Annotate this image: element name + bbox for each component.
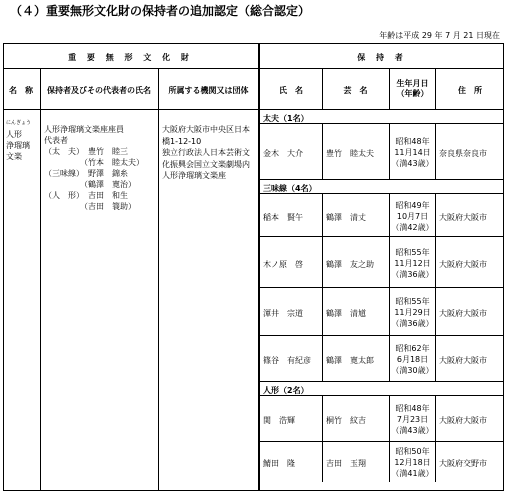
rule-row-col bbox=[322, 396, 323, 442]
holder-name: 篠谷 有紀彦 bbox=[263, 356, 311, 365]
holder-birth-line: 昭和50年 bbox=[395, 447, 430, 456]
header-address: 住 所 bbox=[458, 86, 482, 95]
rule-row-col bbox=[322, 124, 323, 180]
rule-col-1 bbox=[40, 69, 41, 491]
category-label: 人形（2名） bbox=[260, 382, 504, 396]
holder-birth bbox=[390, 200, 435, 233]
rule-row-col bbox=[435, 194, 436, 237]
org-line: 大阪府大阪市中央区日本 bbox=[162, 125, 250, 134]
holder-art-name: 桐竹 紋吉 bbox=[326, 416, 366, 425]
holder-name: 稲本 賢午 bbox=[263, 212, 303, 222]
rule-col-5 bbox=[389, 69, 390, 110]
holder-art-name: 吉田 玉翔 bbox=[326, 459, 366, 468]
holder-birth-line: 昭和55年 bbox=[395, 247, 430, 257]
rule-row-col bbox=[322, 194, 323, 237]
rule-row-col bbox=[322, 336, 323, 382]
holder-birth bbox=[390, 247, 435, 280]
holder-birth-line: 6月18日 bbox=[396, 355, 429, 364]
header-person-name: 氏 名 bbox=[279, 86, 303, 95]
age-note: 年齢は平成 29 年 7 月 21 日現在 bbox=[379, 31, 500, 40]
holder-birth-line: （満43歳） bbox=[391, 426, 434, 435]
holder-address: 大阪府大阪市 bbox=[439, 309, 487, 318]
property-name-line: 文楽 bbox=[6, 152, 22, 161]
category-label: 三味線（4名） bbox=[260, 180, 504, 194]
holder-birth-line: （満41歳） bbox=[391, 469, 434, 478]
rule-row-col bbox=[322, 237, 323, 288]
header-art-name: 芸 名 bbox=[343, 86, 368, 95]
holder-birth-line: （満36歳） bbox=[391, 269, 434, 279]
holder-birth-line: （満30歳） bbox=[391, 366, 434, 375]
header-holder-rep: 保持者及びその代表者の氏名 bbox=[47, 86, 151, 95]
holder-address: 大阪府大阪市 bbox=[439, 416, 487, 425]
holder-rep-line: （人 形） 吉田 和生 bbox=[44, 191, 128, 200]
rule-row bbox=[260, 335, 504, 336]
holder-rep-line: （太 夫） 豊竹 睦三 bbox=[44, 147, 128, 156]
header-left-group: 重 要 無 形 文 化 財 bbox=[68, 53, 193, 62]
holder-name: 渾井 宗道 bbox=[263, 309, 303, 318]
header-org: 所属する機関又は団体 bbox=[168, 86, 249, 95]
header-birth-line2: （年齢） bbox=[396, 89, 429, 98]
holder-art-name: 鶴澤 清馗 bbox=[326, 309, 366, 318]
holder-birth-line: 11月12日 bbox=[394, 258, 431, 268]
rule-row-col bbox=[435, 288, 436, 336]
holder-birth bbox=[390, 296, 435, 329]
holder-birth-line: 昭和49年 bbox=[395, 200, 430, 210]
holder-birth-line: 昭和62年 bbox=[395, 344, 430, 353]
holder-birth-line: 12月18日 bbox=[394, 458, 431, 467]
holder-birth-line: 7月23日 bbox=[396, 415, 429, 424]
holder-rep-line: （吉田 簑助） bbox=[44, 202, 136, 211]
holder-birth-line: （満42歳） bbox=[391, 222, 434, 232]
rule-row-col bbox=[435, 237, 436, 288]
property-name bbox=[6, 118, 31, 162]
holder-name: 金木 大介 bbox=[263, 149, 303, 158]
header-birth bbox=[390, 79, 435, 99]
property-name-line: 浄瑠璃 bbox=[6, 141, 30, 150]
rule-col-6 bbox=[435, 69, 436, 110]
holder-address: 大阪府大阪市 bbox=[439, 259, 487, 269]
rule-row-col bbox=[322, 442, 323, 482]
header-right-group: 保 持 者 bbox=[357, 53, 407, 62]
holder-name: 関 浩輝 bbox=[263, 416, 295, 425]
rule-col-2 bbox=[158, 69, 159, 491]
holder-address: 大阪府大阪市 bbox=[439, 356, 487, 365]
rule-col-4 bbox=[322, 69, 323, 110]
holder-art-name: 鶴澤 寛太郎 bbox=[326, 356, 374, 365]
rule-header-top bbox=[3, 68, 504, 69]
holder-address: 大阪府大阪市 bbox=[439, 212, 487, 222]
holder-art-name: 鶴澤 友之助 bbox=[326, 259, 374, 269]
org-line: 人形浄瑠璃文楽座 bbox=[162, 171, 226, 180]
header-name: 名 称 bbox=[9, 86, 33, 95]
holder-birth bbox=[390, 446, 435, 479]
holder-birth-line: （満36歳） bbox=[391, 319, 434, 328]
holder-birth-line: （満43歳） bbox=[391, 159, 434, 168]
rule-row-col bbox=[435, 336, 436, 382]
holder-address: 大阪府交野市 bbox=[439, 459, 487, 468]
rule-row bbox=[260, 236, 504, 237]
holder-rep-line: 代表者 bbox=[44, 136, 68, 145]
header-birth-line1: 生年月日 bbox=[396, 79, 429, 88]
rule-row-col bbox=[435, 442, 436, 482]
org-line: 化振興会国立文楽劇場内 bbox=[162, 159, 250, 169]
holder-birth-line: 昭和48年 bbox=[395, 404, 430, 413]
rule-row-col bbox=[322, 288, 323, 336]
holder-art-name: 鶴澤 清丈 bbox=[326, 212, 366, 222]
rule-row-col bbox=[435, 396, 436, 442]
holder-birth bbox=[390, 343, 435, 376]
holder-representatives bbox=[44, 124, 144, 212]
holder-name: 鯖田 隆 bbox=[263, 459, 295, 468]
holder-birth-line: 昭和48年 bbox=[395, 137, 430, 146]
holder-birth bbox=[390, 403, 435, 436]
holder-birth bbox=[390, 136, 435, 169]
category-label: 太夫（1名） bbox=[260, 110, 504, 124]
holder-birth-line: 11月29日 bbox=[394, 308, 431, 317]
organization bbox=[162, 124, 250, 182]
property-name-ruby: にんぎょう bbox=[6, 120, 32, 126]
holder-birth-line: 11月14日 bbox=[394, 148, 431, 157]
holder-name: 木ノ原 啓 bbox=[263, 259, 303, 269]
org-line: 独立行政法人日本芸術文 bbox=[162, 148, 250, 157]
holder-birth-line: 10月7日 bbox=[396, 211, 429, 221]
document-title: （４）重要無形文化財の保持者の追加認定（総合認定） bbox=[10, 4, 311, 18]
org-line: 橋1-12-10 bbox=[162, 136, 202, 146]
property-name-line: 人形 bbox=[6, 130, 22, 139]
holder-rep-line: （三味線） 野澤 錦糸 bbox=[44, 169, 128, 178]
holder-birth-line: 昭和55年 bbox=[395, 297, 430, 306]
rule-row bbox=[260, 287, 504, 288]
rule-row-col bbox=[435, 124, 436, 180]
rule-row bbox=[260, 441, 504, 442]
holder-address: 奈良県奈良市 bbox=[439, 149, 487, 158]
holder-rep-line: （鶴澤 寛治） bbox=[44, 180, 136, 189]
holder-rep-line: 人形浄瑠璃文楽座座員 bbox=[44, 125, 124, 134]
holder-art-name: 豊竹 睦太夫 bbox=[326, 149, 374, 158]
holder-rep-line: （竹本 睦太夫） bbox=[44, 158, 144, 167]
